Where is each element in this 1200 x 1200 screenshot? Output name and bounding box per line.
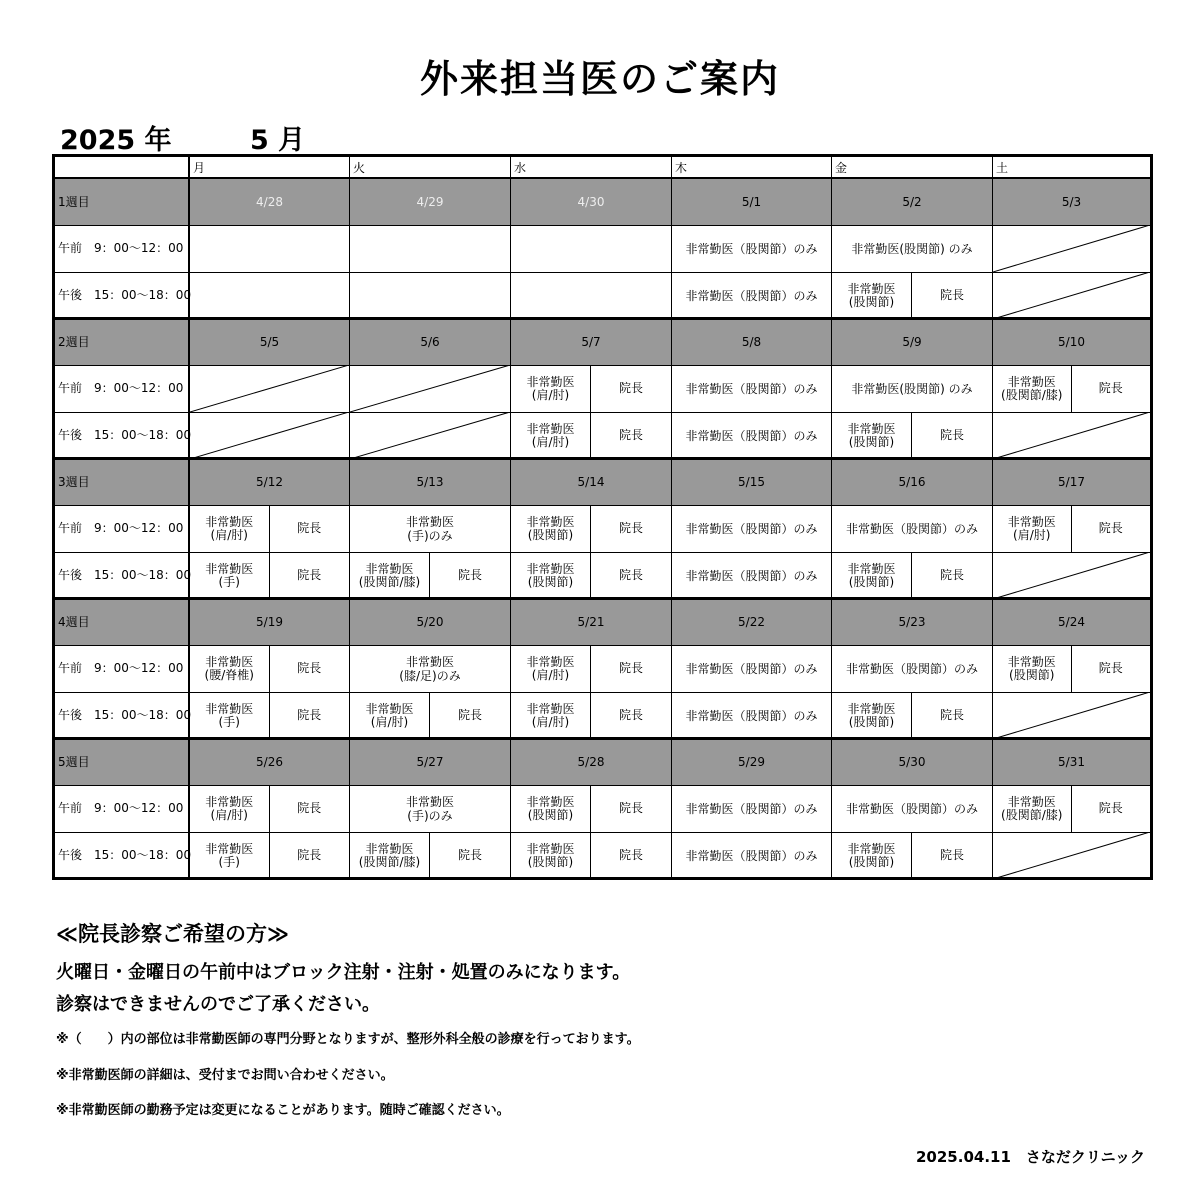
part-time-doctor-line: 非常勤医 <box>205 514 254 529</box>
schedule-cell <box>993 832 1150 879</box>
schedule-cell <box>190 272 350 319</box>
part-time-doctor <box>511 412 591 459</box>
page-title: 外来担当医のご案内 <box>419 57 780 101</box>
schedule-cell <box>993 225 1150 272</box>
part-time-doctor-line: (肩/肘) <box>531 434 570 449</box>
schedule-cell <box>672 832 832 879</box>
date-cell: 5/31 <box>1058 755 1085 769</box>
morning-label: 午前 9：00～12：00 <box>55 365 190 412</box>
schedule-cell <box>672 692 832 739</box>
part-time-doctor-text <box>526 516 574 542</box>
schedule-cell <box>511 785 672 832</box>
schedule-cell <box>832 832 993 879</box>
part-time-doctor <box>190 785 270 832</box>
doctor-text: 非常勤医（股関節）のみ <box>845 801 978 816</box>
part-time-doctor-line: 非常勤医 <box>1007 794 1056 809</box>
schedule-cell <box>672 552 832 599</box>
part-time-doctor-line: (股関節) <box>848 574 895 589</box>
part-time-doctor <box>350 552 430 599</box>
director: 院長 <box>1098 661 1123 675</box>
date-cell: 5/7 <box>511 319 672 365</box>
schedule-cell <box>350 552 511 599</box>
schedule-cell <box>672 785 832 832</box>
part-time-doctor-line: (股関節) <box>527 854 574 869</box>
part-time-doctor-text <box>359 843 420 869</box>
closed-slash <box>190 365 349 412</box>
part-time-doctor <box>511 552 591 599</box>
doctor-text: 非常勤医（股関節）のみ <box>685 288 818 303</box>
part-time-doctor-line: 非常勤医 <box>847 561 896 576</box>
director: 院長 <box>618 381 643 395</box>
schedule-cell <box>511 505 672 552</box>
closed-slash <box>993 552 1150 599</box>
year-label: 2025 年 <box>60 125 172 156</box>
part-time-doctor <box>350 832 430 879</box>
part-time-doctor <box>511 832 591 879</box>
part-time-doctor-text <box>1008 656 1056 682</box>
part-time-doctor-line: 非常勤医 <box>847 421 896 436</box>
week-divider <box>55 457 1150 460</box>
closed-slash <box>993 272 1150 319</box>
date-cell: 5/17 <box>1058 475 1085 489</box>
director: 院長 <box>618 708 643 722</box>
date-cell: 5/23 <box>832 599 993 645</box>
doctor-text-line: (膝/足)のみ <box>399 668 461 683</box>
part-time-doctor-text <box>526 656 574 682</box>
part-time-doctor-text <box>205 843 253 869</box>
morning-label: 午前 9：00～12：00 <box>55 505 190 552</box>
part-time-doctor-line: 非常勤医 <box>526 701 575 716</box>
date-cell: 5/13 <box>350 459 511 505</box>
schedule-cell <box>190 832 350 879</box>
part-time-doctor-text <box>359 563 420 589</box>
schedule-cell <box>993 692 1150 739</box>
closed-slash <box>993 832 1150 879</box>
header-day: 水 <box>511 157 672 179</box>
date-cell: 5/28 <box>511 739 672 785</box>
date-cell: 5/29 <box>672 739 832 785</box>
part-time-doctor-line: (股関節) <box>527 574 574 589</box>
part-time-doctor-line: 非常勤医 <box>847 841 896 856</box>
part-time-doctor-text <box>526 376 574 402</box>
note-changes: ※非常勤医師の勤務予定は変更になることがあります。随時ご確認ください。 <box>56 1103 510 1118</box>
closed-slash <box>190 412 349 459</box>
director: 院長 <box>297 661 322 675</box>
date-cell: 5/15 <box>672 459 832 505</box>
part-time-doctor <box>190 505 270 552</box>
director: 院長 <box>939 288 964 302</box>
schedule-cell <box>672 272 832 319</box>
part-time-doctor-text <box>526 796 574 822</box>
date-cell: 5/12 <box>190 459 350 505</box>
part-time-doctor-line: 非常勤医 <box>365 561 414 576</box>
schedule-cell <box>993 785 1150 832</box>
doctor-text: 非常勤医（股関節）のみ <box>685 428 818 443</box>
part-time-doctor <box>832 832 912 879</box>
week-header-row <box>55 459 1150 505</box>
part-time-doctor-line: (股関節) <box>527 527 574 542</box>
week-divider <box>55 317 1150 320</box>
part-time-doctor <box>511 692 591 739</box>
part-time-doctor-line: (手) <box>218 574 240 589</box>
part-time-doctor-text <box>365 703 413 729</box>
part-time-doctor <box>511 365 591 412</box>
part-time-doctor-line: 非常勤医 <box>526 374 575 389</box>
date-cell: 5/16 <box>832 459 993 505</box>
date-cell: 5/30 <box>832 739 993 785</box>
part-time-doctor-line: (股関節) <box>848 714 895 729</box>
schedule-cell <box>350 272 511 319</box>
director: 院長 <box>618 521 643 535</box>
part-time-doctor-line: 非常勤医 <box>526 514 575 529</box>
part-time-doctor-line: 非常勤医 <box>847 281 896 296</box>
schedule-cell <box>832 692 993 739</box>
schedule-cell <box>672 412 832 459</box>
schedule-cell <box>993 505 1150 552</box>
schedule-cell <box>672 225 832 272</box>
director: 院長 <box>1098 381 1123 395</box>
date-cell: 5/22 <box>672 599 832 645</box>
director: 院長 <box>297 848 322 862</box>
part-time-doctor-text <box>526 843 574 869</box>
schedule-cell <box>190 552 350 599</box>
part-time-doctor-line: (肩/肘) <box>1013 527 1051 542</box>
director: 院長 <box>939 708 964 722</box>
afternoon-label: 午後 15：00～18：00 <box>55 832 190 879</box>
part-time-doctor-line: (股関節/膝) <box>1001 807 1063 822</box>
schedule-cell <box>832 552 993 599</box>
schedule-cell <box>511 645 672 692</box>
closed-slash <box>993 692 1150 739</box>
schedule-cell <box>832 225 993 272</box>
schedule-cell <box>832 365 993 412</box>
part-time-doctor-line: 非常勤医 <box>205 841 254 856</box>
schedule-cell <box>993 412 1150 459</box>
schedule-cell <box>190 505 350 552</box>
date-cell: 5/1 <box>672 179 832 225</box>
part-time-doctor-line: 非常勤医 <box>847 701 896 716</box>
schedule-cell <box>832 505 993 552</box>
schedule-cell <box>511 692 672 739</box>
director: 院長 <box>1098 521 1123 535</box>
part-time-doctor-line: (腰/脊椎) <box>204 667 254 682</box>
part-time-doctor-text <box>526 563 574 589</box>
part-time-doctor-text <box>526 703 574 729</box>
closed-slash <box>350 365 510 412</box>
doctor-text: 非常勤医（股関節）のみ <box>685 708 818 723</box>
schedule-cell <box>511 365 672 412</box>
part-time-doctor-line: 非常勤医 <box>526 421 575 436</box>
header-corner <box>55 157 190 179</box>
part-time-doctor <box>511 785 591 832</box>
director: 院長 <box>297 521 322 535</box>
schedule-cell <box>190 365 350 412</box>
schedule-cell <box>511 832 672 879</box>
doctor-text <box>406 795 454 823</box>
header-day: 木 <box>672 157 832 179</box>
header-day: 土 <box>993 157 1150 179</box>
part-time-doctor-line: 非常勤医 <box>205 701 254 716</box>
doctor-text: 非常勤医（股関節）のみ <box>685 848 818 863</box>
part-time-doctor <box>350 692 430 739</box>
doctor-text-line: (手)のみ <box>407 528 453 543</box>
afternoon-label: 午後 15：00～18：00 <box>55 552 190 599</box>
part-time-doctor-line: 非常勤医 <box>205 794 254 809</box>
part-time-doctor-text <box>847 703 895 729</box>
schedule-cell <box>350 365 511 412</box>
part-time-doctor-line: 非常勤医 <box>1007 514 1056 529</box>
part-time-doctor-line: (股関節) <box>1009 667 1055 682</box>
schedule-cell <box>511 225 672 272</box>
closed-slash <box>993 412 1150 459</box>
part-time-doctor-line: (手) <box>218 854 240 869</box>
part-time-doctor-line: 非常勤医 <box>365 701 414 716</box>
schedule-cell <box>190 412 350 459</box>
date-cell: 5/6 <box>350 319 511 365</box>
week-label: 2週目 <box>55 319 190 365</box>
doctor-text <box>406 515 454 543</box>
month-label: 5 月 <box>250 125 306 156</box>
part-time-doctor-line: (股関節) <box>848 294 895 309</box>
schedule-cell <box>190 645 350 692</box>
schedule-cell <box>832 412 993 459</box>
part-time-doctor-line: 非常勤医 <box>205 561 254 576</box>
schedule-cell <box>672 365 832 412</box>
director: 院長 <box>1098 801 1123 815</box>
note-contact: ※非常勤医師の詳細は、受付までお問い合わせください。 <box>56 1068 394 1083</box>
part-time-doctor-line: 非常勤医 <box>1007 374 1056 389</box>
schedule-cell <box>350 832 511 879</box>
part-time-doctor-line: (肩/肘) <box>531 714 570 729</box>
part-time-doctor-text <box>526 423 574 449</box>
part-time-doctor <box>832 552 912 599</box>
part-time-doctor <box>190 692 270 739</box>
schedule-cell <box>832 272 993 319</box>
director: 院長 <box>297 708 322 722</box>
part-time-doctor <box>832 692 912 739</box>
doctor-text: 非常勤医（股関節）のみ <box>685 568 818 583</box>
director: 院長 <box>939 848 964 862</box>
afternoon-label: 午後 15：00～18：00 <box>55 412 190 459</box>
schedule-cell <box>190 785 350 832</box>
part-time-doctor-text <box>205 656 254 682</box>
schedule-cell <box>993 552 1150 599</box>
header-day: 月 <box>190 157 350 179</box>
part-time-doctor-line: 非常勤医 <box>205 654 254 669</box>
header-day: 火 <box>350 157 511 179</box>
part-time-doctor-line: 非常勤医 <box>1007 654 1056 669</box>
part-time-doctor-line: (股関節) <box>527 807 574 822</box>
part-time-doctor <box>832 272 912 319</box>
date-cell: 5/20 <box>350 599 511 645</box>
week-divider <box>55 737 1150 740</box>
header-day: 金 <box>832 157 993 179</box>
week-label: 5週目 <box>55 739 190 785</box>
date-cell: 5/26 <box>190 739 350 785</box>
morning-label: 午前 9：00～12：00 <box>55 645 190 692</box>
doctor-text <box>399 655 460 683</box>
director: 院長 <box>618 801 643 815</box>
part-time-doctor-line: (股関節/膝) <box>358 574 421 589</box>
doctor-text-line: 非常勤医 <box>405 794 454 809</box>
notes-heading: ≪院長診察ご希望の方≫ <box>56 922 289 946</box>
doctor-text: 非常勤医(股関節) のみ <box>851 381 973 396</box>
schedule-cell <box>511 272 672 319</box>
director: 院長 <box>457 708 482 722</box>
week-header-row <box>55 739 1150 785</box>
schedule-cell <box>993 645 1150 692</box>
part-time-doctor-line: 非常勤医 <box>526 654 575 669</box>
schedule-cell <box>993 272 1150 319</box>
schedule-cell <box>190 225 350 272</box>
schedule-cell <box>511 552 672 599</box>
part-time-doctor <box>993 785 1072 832</box>
part-time-doctor-text <box>847 843 895 869</box>
part-time-doctor-text <box>847 563 895 589</box>
date-cell: 5/8 <box>672 319 832 365</box>
director: 院長 <box>457 568 482 582</box>
doctor-text: 非常勤医（股関節）のみ <box>685 241 818 256</box>
schedule-table <box>52 154 1153 880</box>
date-cell: 5/14 <box>511 459 672 505</box>
part-time-doctor-line: 非常勤医 <box>526 841 575 856</box>
part-time-doctor-text <box>847 283 895 309</box>
director: 院長 <box>618 848 643 862</box>
week-label: 1週目 <box>55 179 190 225</box>
date-cell: 5/2 <box>832 179 993 225</box>
schedule-cell <box>993 365 1150 412</box>
director: 院長 <box>297 568 322 582</box>
afternoon-label: 午後 15：00～18：00 <box>55 272 190 319</box>
part-time-doctor <box>190 552 270 599</box>
closed-slash <box>350 412 510 459</box>
doctor-text: 非常勤医(股関節) のみ <box>851 241 973 256</box>
part-time-doctor-text <box>1001 376 1062 402</box>
doctor-text: 非常勤医（股関節）のみ <box>685 661 818 676</box>
part-time-doctor <box>993 365 1072 412</box>
part-time-doctor-line: (股関節/膝) <box>358 854 421 869</box>
footer-date-clinic: 2025.04.11 さなだクリニック <box>916 1148 1145 1166</box>
director: 院長 <box>618 661 643 675</box>
schedule-cell <box>511 412 672 459</box>
week-label: 4週目 <box>55 599 190 645</box>
part-time-doctor-line: (股関節) <box>848 854 895 869</box>
note-specialty: ※（ ）内の部位は非常勤医師の専門分野となりますが、整形外科全般の診療を行っております。 <box>56 1032 640 1047</box>
part-time-doctor <box>832 412 912 459</box>
part-time-doctor <box>993 645 1072 692</box>
schedule-cell <box>350 645 511 692</box>
part-time-doctor-line: 非常勤医 <box>526 561 575 576</box>
part-time-doctor <box>993 505 1072 552</box>
doctor-text: 非常勤医（股関節）のみ <box>685 521 818 536</box>
part-time-doctor-line: (肩/肘) <box>210 527 248 542</box>
schedule-cell <box>672 645 832 692</box>
date-cell: 5/3 <box>1061 195 1082 209</box>
part-time-doctor-line: (肩/肘) <box>370 714 409 729</box>
part-time-doctor-line: (股関節) <box>848 434 895 449</box>
part-time-doctor <box>511 645 591 692</box>
part-time-doctor-line: 非常勤医 <box>526 794 575 809</box>
part-time-doctor-text <box>205 516 253 542</box>
date-cell: 5/27 <box>350 739 511 785</box>
part-time-doctor <box>511 505 591 552</box>
part-time-doctor-line: (肩/肘) <box>531 667 570 682</box>
date-cell: 5/19 <box>190 599 350 645</box>
week-header-row <box>55 599 1150 645</box>
director: 院長 <box>939 568 964 582</box>
part-time-doctor-line: 非常勤医 <box>365 841 414 856</box>
schedule-cell <box>350 785 511 832</box>
part-time-doctor-line: (肩/肘) <box>210 807 248 822</box>
notes-line-1: 火曜日・金曜日の午前中はブロック注射・注射・処置のみになります。 <box>56 962 631 983</box>
afternoon-label: 午後 15：00～18：00 <box>55 692 190 739</box>
part-time-doctor-line: (手) <box>218 714 240 729</box>
director: 院長 <box>618 428 643 442</box>
part-time-doctor-text <box>205 796 253 822</box>
date-cell: 4/29 <box>350 179 511 225</box>
doctor-text: 非常勤医（股関節）のみ <box>685 381 818 396</box>
part-time-doctor-text <box>1008 516 1056 542</box>
morning-label: 午前 9：00～12：00 <box>55 785 190 832</box>
schedule-cell <box>832 645 993 692</box>
part-time-doctor-line: (股関節/膝) <box>1001 387 1063 402</box>
part-time-doctor-text <box>205 703 253 729</box>
director: 院長 <box>939 428 964 442</box>
date-cell: 5/5 <box>190 319 350 365</box>
date-cell: 5/24 <box>1058 615 1085 629</box>
week-label: 3週目 <box>55 459 190 505</box>
schedule-cell <box>350 412 511 459</box>
doctor-text: 非常勤医（股関節）のみ <box>845 661 978 676</box>
date-cell: 5/21 <box>511 599 672 645</box>
week-divider <box>55 597 1150 600</box>
schedule-cell <box>350 692 511 739</box>
date-cell: 4/28 <box>190 179 350 225</box>
schedule-cell <box>350 505 511 552</box>
doctor-text: 非常勤医（股関節）のみ <box>845 521 978 536</box>
part-time-doctor-text <box>1001 796 1062 822</box>
closed-slash <box>993 225 1150 272</box>
doctor-text-line: 非常勤医 <box>405 514 454 529</box>
doctor-text-line: 非常勤医 <box>405 654 454 669</box>
director: 院長 <box>297 801 322 815</box>
schedule-cell <box>190 692 350 739</box>
notes-line-2: 診察はできませんのでご了承ください。 <box>56 994 380 1015</box>
part-time-doctor-line: (肩/肘) <box>531 387 570 402</box>
part-time-doctor <box>190 832 270 879</box>
part-time-doctor-text <box>847 423 895 449</box>
schedule-cell <box>832 785 993 832</box>
director: 院長 <box>618 568 643 582</box>
part-time-doctor-text <box>205 563 253 589</box>
doctor-text: 非常勤医（股関節）のみ <box>685 801 818 816</box>
schedule-cell <box>350 225 511 272</box>
doctor-text-line: (手)のみ <box>407 808 453 823</box>
date-cell: 5/10 <box>1058 335 1085 349</box>
director: 院長 <box>457 848 482 862</box>
schedule-cell <box>672 505 832 552</box>
morning-label: 午前 9：00～12：00 <box>55 225 190 272</box>
part-time-doctor <box>190 645 270 692</box>
date-cell: 5/9 <box>832 319 993 365</box>
week-header-row <box>55 319 1150 365</box>
week-header-row <box>55 179 1150 225</box>
date-cell: 4/30 <box>511 179 672 225</box>
